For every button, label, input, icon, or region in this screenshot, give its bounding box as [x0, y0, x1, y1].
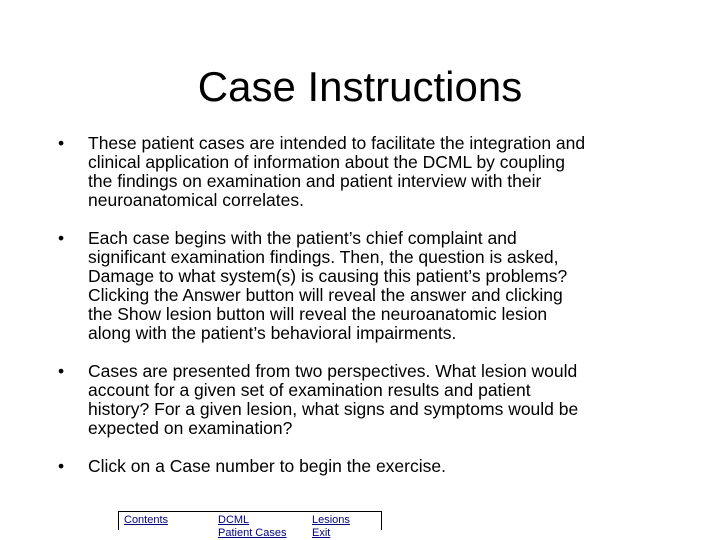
bullet-line: along with the patient’s behavioral impairments.	[88, 323, 457, 343]
dcml-label: DCML	[218, 514, 250, 526]
bullet-item	[58, 229, 688, 343]
bullet-line: expected on examination?	[88, 418, 293, 438]
bullet-line: These patient cases are intended to facilitate the integration and	[88, 133, 586, 153]
exit-label: Exit	[312, 527, 331, 539]
bullet-icon: •	[58, 228, 65, 248]
lesions-exit-link[interactable]	[312, 514, 350, 540]
bullet-icon: •	[58, 133, 65, 153]
bullet-line: clinical application of information about the DCML by coupling	[88, 152, 565, 172]
slide-title: Case Instructions	[197, 63, 523, 110]
bullet-icon: •	[58, 361, 65, 381]
bullet-item	[58, 362, 688, 438]
bullet-line: Cases are presented from two perspectives. What lesion would	[88, 361, 578, 381]
bullet-line: Click on a Case number to begin the exercise.	[88, 456, 446, 476]
nav-bar	[118, 511, 382, 539]
contents-link[interactable]: Contents	[124, 514, 169, 526]
bullet-line: Clicking the Answer button will reveal the answer and clicking	[88, 285, 563, 305]
bullet-item	[58, 457, 688, 476]
patient-cases-label: Patient Cases	[218, 527, 287, 539]
bullet-line: Each case begins with the patient’s chief complaint and	[88, 228, 517, 248]
bullet-line: Damage to what system(s) is causing this patient’s problems?	[88, 266, 568, 286]
bullet-line: history? For a given lesion, what signs and symptoms would be	[88, 399, 579, 419]
bullet-item	[58, 134, 688, 210]
bullet-line: the Show lesion button will reveal the neuroanatomic lesion	[88, 304, 548, 324]
bullet-list	[58, 134, 688, 495]
bullet-line: neuroanatomical correlates.	[88, 190, 304, 210]
bullet-line: significant examination findings. Then, the question is asked,	[88, 247, 559, 267]
dcml-patient-cases-link[interactable]	[218, 514, 286, 540]
bullet-line: account for a given set of examination results and patient	[88, 380, 531, 400]
bullet-icon: •	[58, 456, 65, 476]
bullet-line: the findings on examination and patient interview with their	[88, 171, 542, 191]
lesions-label: Lesions	[312, 514, 350, 526]
